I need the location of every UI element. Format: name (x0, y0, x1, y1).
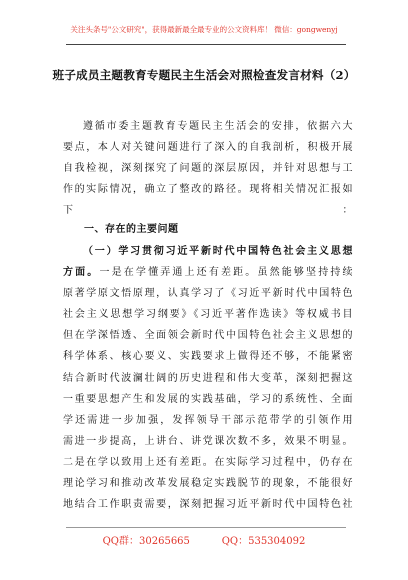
subheading: （一）学习贯彻习近平新时代中国特色社会主义思想 (83, 246, 353, 257)
header-divider (66, 44, 346, 45)
body-line: 地结合工作职责需要，深刻把握习近平新时代中国特色社 (63, 499, 353, 511)
document-title: 班子成员主题教育专题民主生活会对照检查发言材料（2） (52, 68, 356, 82)
body-line: 一重要思想产生和发展的实践基础，学习的系统性、全面 (63, 393, 353, 405)
intro-line: 遵循市委主题教育专题民主生活会的安排，依据六大 (83, 121, 353, 132)
body-line: 科学体系、核心要义、实践要求上做得还不够，不能紧密 (63, 351, 353, 363)
header-banner: 关注头条号"公文研究"，获得最新最全最专业的公文资料库！ 微信：gongwenyj (70, 25, 338, 34)
body-line: 二是在学以致用上还有差距。在实际学习过程中，仍存在 (63, 456, 353, 468)
body-line: 结合新时代波澜壮阔的历史进程和伟大变革，深刻把握这 (63, 372, 353, 384)
intro-line: 下： (63, 205, 353, 217)
footer-contact (0, 532, 408, 547)
body-line: 但在学深悟透、全面领会新时代中国特色社会主义思想的 (63, 330, 353, 342)
body-line: 社会主义思想学习纲要》《习近平著作选读》等权威书目 (63, 309, 353, 321)
body-line: 一是在学懂弄通上还有差距。虽然能够坚持持续 (99, 267, 353, 279)
intro-line: 自我检视，深刻探究了问题的深层原因，并针对思想与工 (63, 163, 353, 175)
intro-paragraph (63, 116, 353, 221)
body-line-first (63, 262, 353, 283)
intro-line: 作的实际情况，确立了整改的路径。现将相关情况汇报如 (63, 184, 353, 196)
section-heading: 一、存在的主要问题 (84, 224, 179, 235)
body-line: 学还需进一步加强，发挥领导干部示范带学的引领作用 (63, 414, 353, 426)
footer-divider (66, 527, 346, 528)
body-line: 需进一步提高，上讲台、讲党课次数不多，效果不明显。 (63, 435, 353, 447)
body-line: 原著学原文悟原理，认真学习了《习近平新时代中国特色 (63, 288, 353, 300)
subheading-continuation: 方面。 (63, 267, 100, 279)
footer-qq-group: QQ群：30265665 (102, 536, 190, 547)
section-body (63, 241, 353, 515)
intro-line: 要点，本人对关键问题进行了深入的自我剖析，积极开展 (63, 142, 353, 154)
body-line: 理论学习和推动改革发展稳定实践脱节的现象，不能很好 (63, 478, 353, 490)
footer-qq: QQ：535304092 (221, 536, 306, 547)
